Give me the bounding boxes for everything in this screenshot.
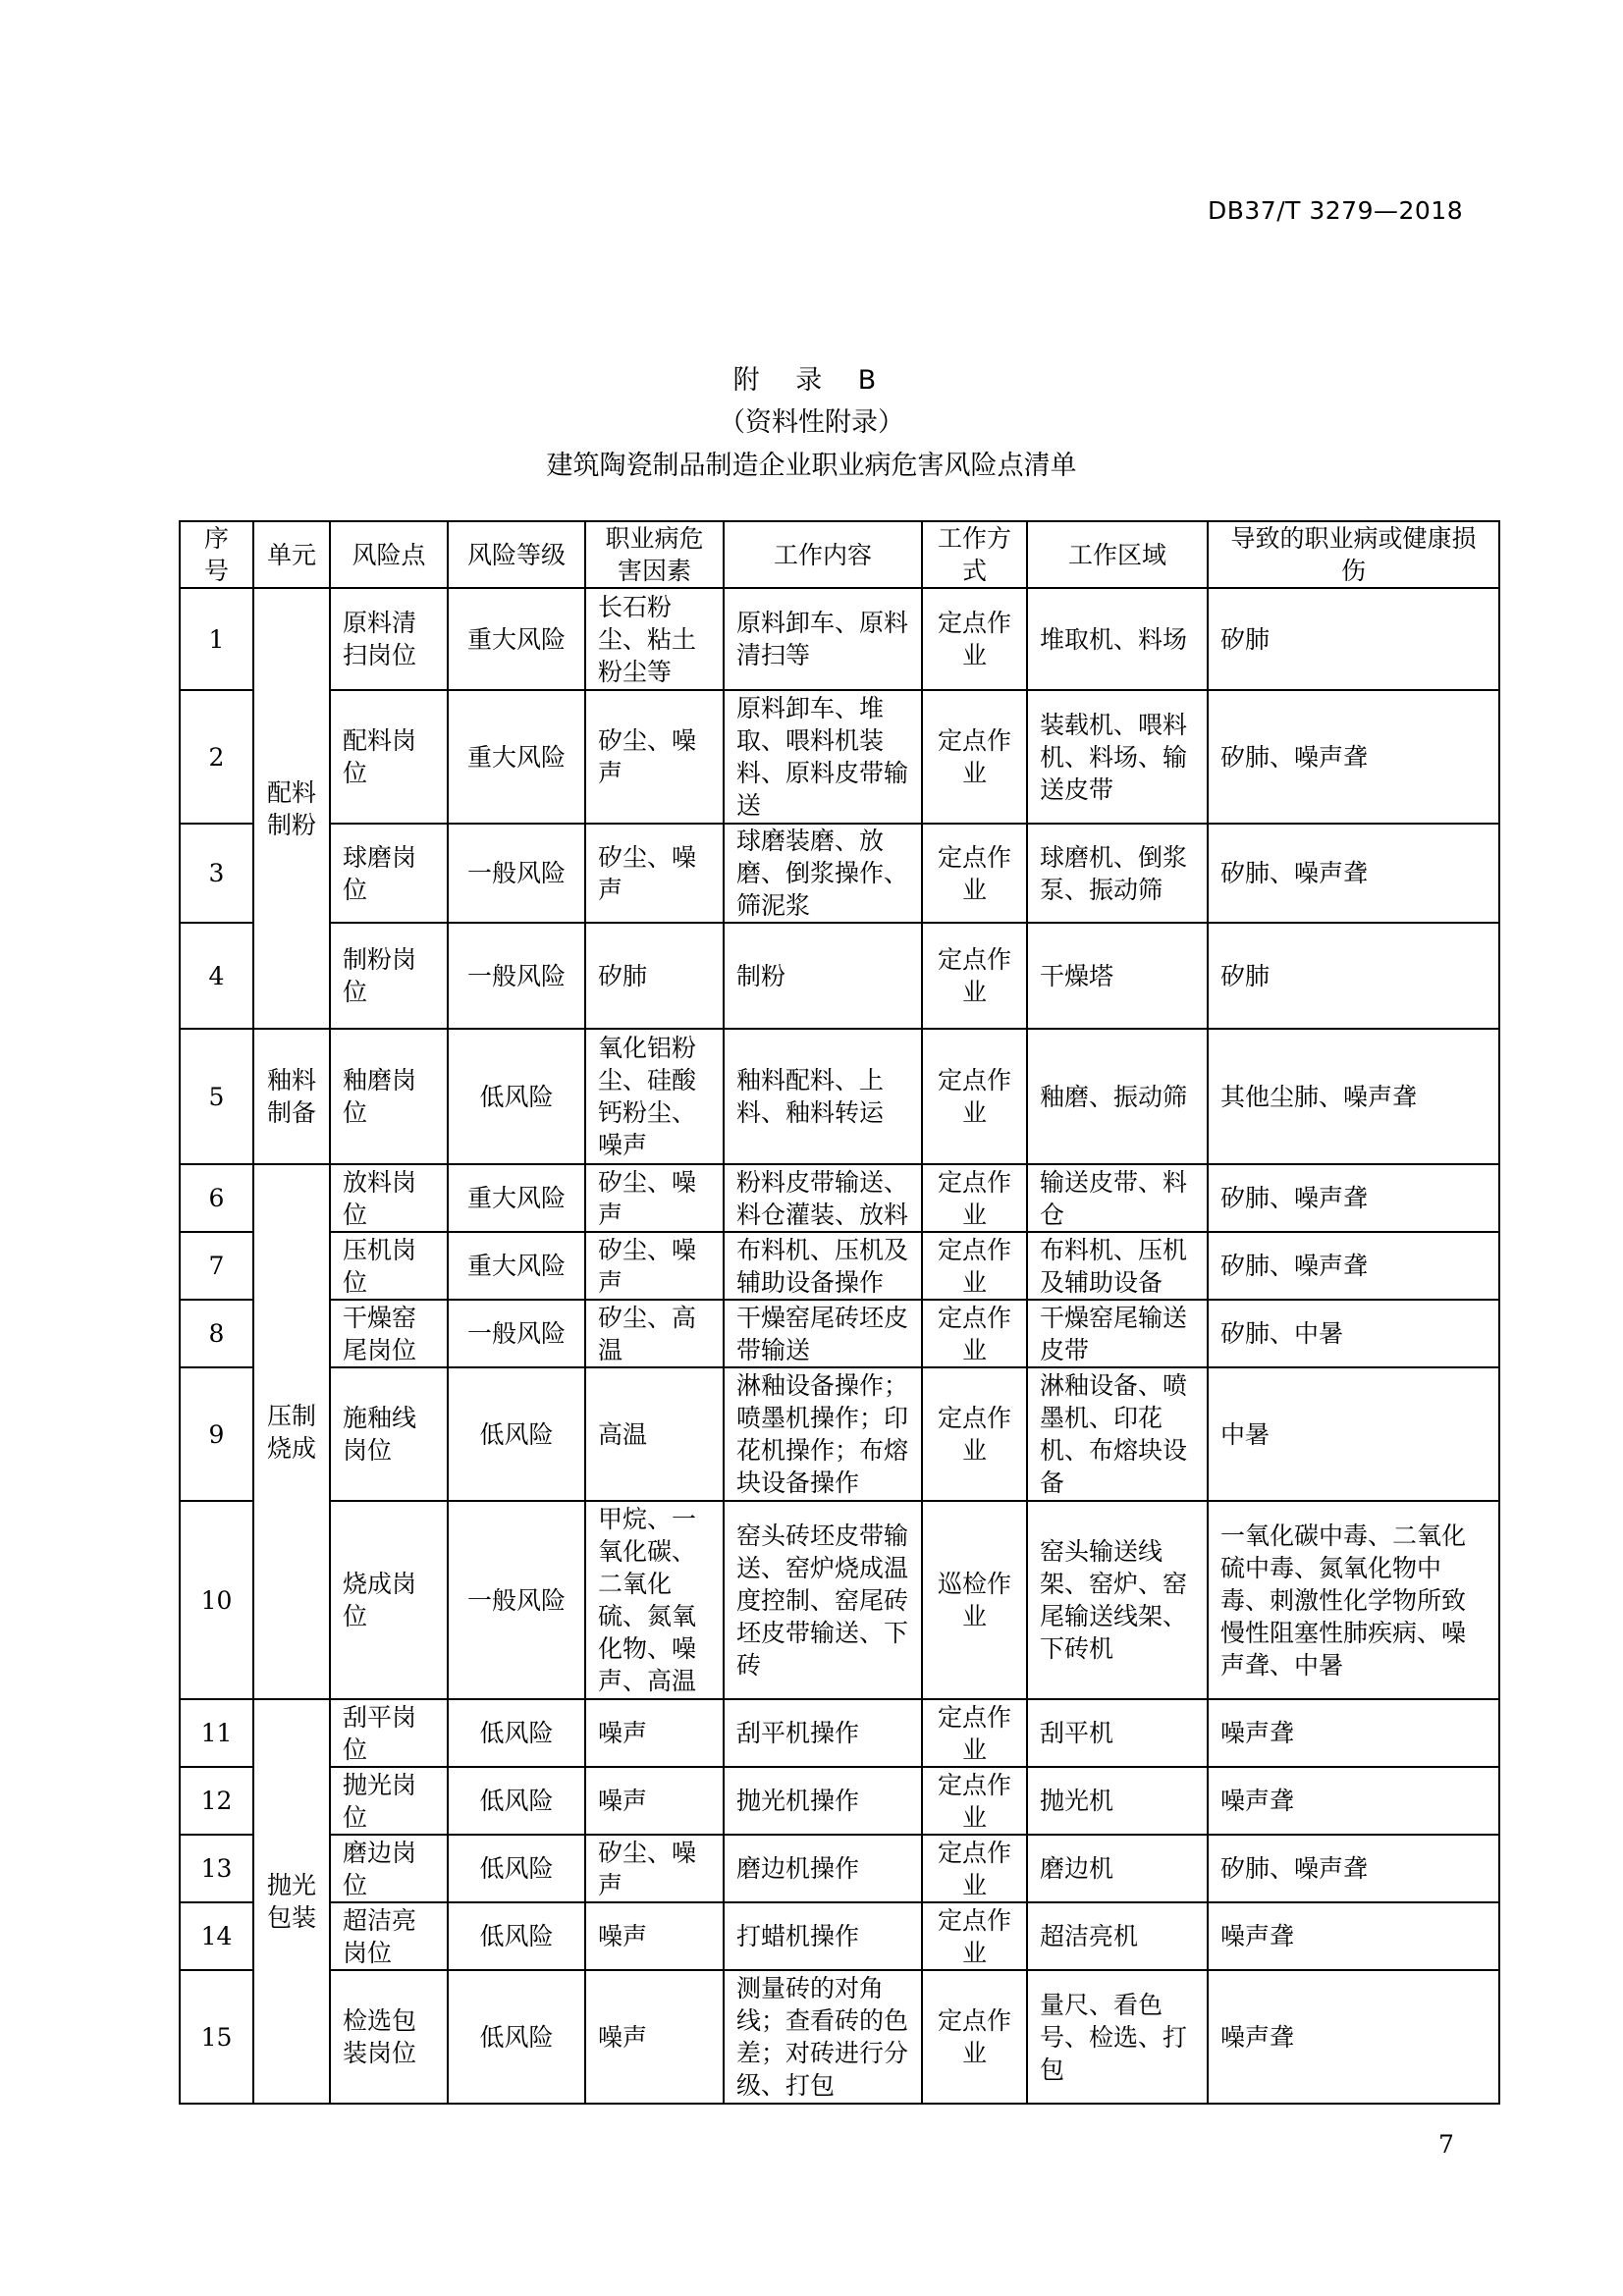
work-mode-cell: 定点作业: [922, 1835, 1027, 1902]
risk-level-cell: 低风险: [448, 1970, 585, 2104]
risk-level-cell: 低风险: [448, 1699, 585, 1767]
risk-point-cell: 球磨岗位: [330, 824, 448, 923]
hazard-cell: 矽尘、噪声: [585, 1164, 724, 1232]
disease-cell: 矽肺: [1208, 923, 1499, 1029]
risk-point-table: [179, 520, 1500, 2105]
header-cell: 工作方式: [922, 521, 1027, 588]
work-content-cell: 原料卸车、原料清扫等: [724, 588, 922, 690]
row-number: 4: [180, 923, 253, 1029]
table-row: [180, 1902, 1499, 1970]
work-mode-cell: 巡检作业: [922, 1501, 1027, 1699]
risk-point-cell: 原料清扫岗位: [330, 588, 448, 690]
hazard-cell: 噪声: [585, 1970, 724, 2104]
disease-cell: 中暑: [1208, 1367, 1499, 1501]
work-content-cell: 抛光机操作: [724, 1767, 922, 1835]
disease-cell: 矽肺、噪声聋: [1208, 690, 1499, 824]
header-cell: 导致的职业病或健康损伤: [1208, 521, 1499, 588]
work-area-cell: 堆取机、料场: [1027, 588, 1208, 690]
unit-cell: 配料制粉: [253, 588, 330, 1029]
work-area-cell: 球磨机、倒浆泵、振动筛: [1027, 824, 1208, 923]
unit-cell: 釉料制备: [253, 1029, 330, 1164]
work-content-cell: 干燥窑尾砖坯皮带输送: [724, 1300, 922, 1367]
disease-cell: 矽肺、噪声聋: [1208, 1835, 1499, 1902]
work-content-cell: 布料机、压机及辅助设备操作: [724, 1232, 922, 1300]
work-content-cell: 制粉: [724, 923, 922, 1029]
disease-cell: 矽肺、噪声聋: [1208, 824, 1499, 923]
work-area-cell: 刮平机: [1027, 1699, 1208, 1767]
work-content-cell: 打蜡机操作: [724, 1902, 922, 1970]
hazard-cell: 矽尘、噪声: [585, 824, 724, 923]
risk-point-cell: 釉磨岗位: [330, 1029, 448, 1164]
table-title: 建筑陶瓷制品制造企业职业病危害风险点清单: [546, 451, 1077, 481]
risk-point-cell: 压机岗位: [330, 1232, 448, 1300]
header-cell: 职业病危害因素: [585, 521, 724, 588]
risk-point-cell: 检选包装岗位: [330, 1970, 448, 2104]
row-number: 8: [180, 1300, 253, 1367]
table-row: [180, 1835, 1499, 1902]
table-row: [180, 1300, 1499, 1367]
work-area-cell: 窑头输送线架、窑炉、窑尾输送线架、下砖机: [1027, 1501, 1208, 1699]
hazard-cell: 甲烷、一氧化碳、二氧化硫、氮氧化物、噪声、高温: [585, 1501, 724, 1699]
row-number: 14: [180, 1902, 253, 1970]
work-content-cell: 窑头砖坯皮带输送、窑炉烧成温度控制、窑尾砖坯皮带输送、下砖: [724, 1501, 922, 1699]
header-cell: 工作区域: [1027, 521, 1208, 588]
work-area-cell: 干燥窑尾输送皮带: [1027, 1300, 1208, 1367]
work-mode-cell: 定点作业: [922, 1300, 1027, 1367]
work-mode-cell: 定点作业: [922, 1367, 1027, 1501]
hazard-cell: 长石粉尘、粘土粉尘等: [585, 588, 724, 690]
header-cell: 工作内容: [724, 521, 922, 588]
disease-cell: 矽肺、噪声聋: [1208, 1164, 1499, 1232]
table-row: [180, 690, 1499, 824]
work-mode-cell: 定点作业: [922, 690, 1027, 824]
table-row: [180, 1232, 1499, 1300]
work-content-cell: 原料卸车、堆取、喂料机装料、原料皮带输送: [724, 690, 922, 824]
work-mode-cell: 定点作业: [922, 824, 1027, 923]
disease-cell: 噪声聋: [1208, 1902, 1499, 1970]
table-row: [180, 1501, 1499, 1699]
risk-level-cell: 重大风险: [448, 1164, 585, 1232]
risk-point-cell: 刮平岗位: [330, 1699, 448, 1767]
unit-cell: 压制烧成: [253, 1164, 330, 1699]
table-row: [180, 1767, 1499, 1835]
row-number: 3: [180, 824, 253, 923]
work-mode-cell: 定点作业: [922, 1767, 1027, 1835]
work-content-cell: 粉料皮带输送、料仓灌装、放料: [724, 1164, 922, 1232]
work-area-cell: 干燥塔: [1027, 923, 1208, 1029]
risk-level-cell: 低风险: [448, 1367, 585, 1501]
appendix-type: （资料性附录）: [719, 407, 904, 438]
work-area-cell: 装载机、喂料机、料场、输送皮带: [1027, 690, 1208, 824]
hazard-cell: 噪声: [585, 1699, 724, 1767]
work-content-cell: 球磨装磨、放磨、倒浆操作、筛泥浆: [724, 824, 922, 923]
work-mode-cell: 定点作业: [922, 1970, 1027, 2104]
work-area-cell: 量尺、看色号、检选、打包: [1027, 1970, 1208, 2104]
row-number: 2: [180, 690, 253, 824]
table-row: [180, 1699, 1499, 1767]
risk-level-cell: 低风险: [448, 1029, 585, 1164]
page-number: 7: [1438, 2130, 1454, 2159]
work-area-cell: 磨边机: [1027, 1835, 1208, 1902]
risk-point-cell: 配料岗位: [330, 690, 448, 824]
work-area-cell: 釉磨、振动筛: [1027, 1029, 1208, 1164]
risk-point-cell: 制粉岗位: [330, 923, 448, 1029]
hazard-cell: 矽尘、噪声: [585, 690, 724, 824]
risk-point-cell: 干燥窑尾岗位: [330, 1300, 448, 1367]
disease-cell: 矽肺、中暑: [1208, 1300, 1499, 1367]
work-content-cell: 测量砖的对角线；查看砖的色差；对砖进行分级、打包: [724, 1970, 922, 2104]
hazard-cell: 氧化铝粉尘、硅酸钙粉尘、噪声: [585, 1029, 724, 1164]
hazard-cell: 矽尘、高温: [585, 1300, 724, 1367]
table-row: [180, 1367, 1499, 1501]
row-number: 10: [180, 1501, 253, 1699]
table-row: [180, 1029, 1499, 1164]
work-area-cell: 布料机、压机及辅助设备: [1027, 1232, 1208, 1300]
risk-level-cell: 低风险: [448, 1767, 585, 1835]
table-header-row: [180, 521, 1499, 588]
risk-point-cell: 磨边岗位: [330, 1835, 448, 1902]
work-content-cell: 磨边机操作: [724, 1835, 922, 1902]
disease-cell: 噪声聋: [1208, 1970, 1499, 2104]
header-cell: 风险点: [330, 521, 448, 588]
table-row: [180, 1164, 1499, 1232]
disease-cell: 矽肺: [1208, 588, 1499, 690]
risk-point-cell: 放料岗位: [330, 1164, 448, 1232]
hazard-cell: 矽尘、噪声: [585, 1835, 724, 1902]
work-mode-cell: 定点作业: [922, 1164, 1027, 1232]
risk-level-cell: 一般风险: [448, 923, 585, 1029]
disease-cell: 一氧化碳中毒、二氧化硫中毒、氮氧化物中毒、刺激性化学物所致慢性阻塞性肺疾病、噪声聋、中暑: [1208, 1501, 1499, 1699]
header-cell: 单元: [253, 521, 330, 588]
row-number: 6: [180, 1164, 253, 1232]
table-row: [180, 923, 1499, 1029]
hazard-cell: 噪声: [585, 1902, 724, 1970]
header-cell: 序号: [180, 521, 253, 588]
work-area-cell: 输送皮带、料仓: [1027, 1164, 1208, 1232]
risk-point-cell: 超洁亮岗位: [330, 1902, 448, 1970]
risk-point-cell: 烧成岗位: [330, 1501, 448, 1699]
disease-cell: 其他尘肺、噪声聋: [1208, 1029, 1499, 1164]
work-area-cell: 超洁亮机: [1027, 1902, 1208, 1970]
work-content-cell: 釉料配料、上料、釉料转运: [724, 1029, 922, 1164]
disease-cell: 噪声聋: [1208, 1699, 1499, 1767]
row-number: 9: [180, 1367, 253, 1501]
risk-point-cell: 施釉线岗位: [330, 1367, 448, 1501]
unit-cell: 抛光包装: [253, 1699, 330, 2104]
work-area-cell: 淋釉设备、喷墨机、印花机、布熔块设备: [1027, 1367, 1208, 1501]
row-number: 7: [180, 1232, 253, 1300]
hazard-cell: 噪声: [585, 1767, 724, 1835]
hazard-cell: 矽尘、噪声: [585, 1232, 724, 1300]
risk-point-cell: 抛光岗位: [330, 1767, 448, 1835]
row-number: 1: [180, 588, 253, 690]
work-mode-cell: 定点作业: [922, 1029, 1027, 1164]
row-number: 5: [180, 1029, 253, 1164]
risk-level-cell: 低风险: [448, 1835, 585, 1902]
hazard-cell: 高温: [585, 1367, 724, 1501]
risk-level-cell: 重大风险: [448, 1232, 585, 1300]
disease-cell: 矽肺、噪声聋: [1208, 1232, 1499, 1300]
work-mode-cell: 定点作业: [922, 923, 1027, 1029]
table-row: [180, 824, 1499, 923]
work-mode-cell: 定点作业: [922, 1902, 1027, 1970]
work-content-cell: 淋釉设备操作；喷墨机操作；印花机操作；布熔块设备操作: [724, 1367, 922, 1501]
work-mode-cell: 定点作业: [922, 588, 1027, 690]
row-number: 12: [180, 1767, 253, 1835]
risk-level-cell: 一般风险: [448, 1300, 585, 1367]
risk-level-cell: 重大风险: [448, 690, 585, 824]
table-row: [180, 1970, 1499, 2104]
risk-level-cell: 低风险: [448, 1902, 585, 1970]
work-area-cell: 抛光机: [1027, 1767, 1208, 1835]
row-number: 11: [180, 1699, 253, 1767]
risk-level-cell: 一般风险: [448, 824, 585, 923]
work-mode-cell: 定点作业: [922, 1699, 1027, 1767]
risk-level-cell: 一般风险: [448, 1501, 585, 1699]
row-number: 13: [180, 1835, 253, 1902]
work-content-cell: 刮平机操作: [724, 1699, 922, 1767]
work-mode-cell: 定点作业: [922, 1232, 1027, 1300]
disease-cell: 噪声聋: [1208, 1767, 1499, 1835]
risk-level-cell: 重大风险: [448, 588, 585, 690]
document-code: DB37/T 3279—2018: [1208, 196, 1464, 225]
hazard-cell: 矽肺: [585, 923, 724, 1029]
appendix-label: 附 录 B: [732, 365, 891, 396]
row-number: 15: [180, 1970, 253, 2104]
header-cell: 风险等级: [448, 521, 585, 588]
table-row: [180, 588, 1499, 690]
